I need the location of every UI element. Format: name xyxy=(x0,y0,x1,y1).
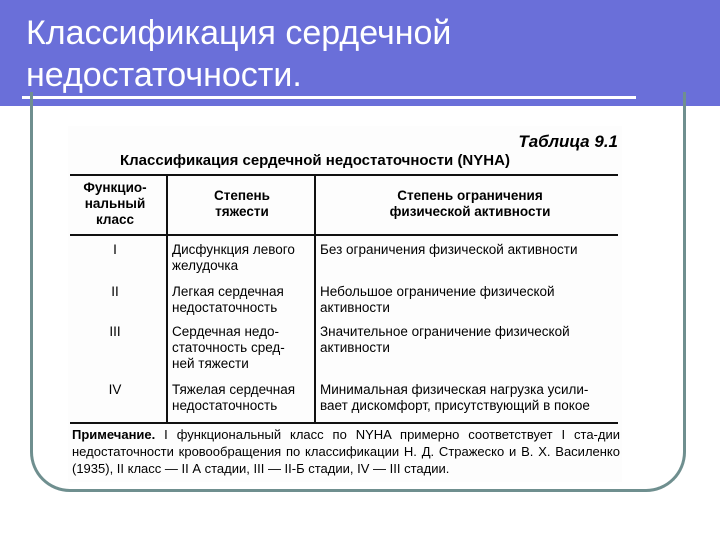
table-rule-top xyxy=(70,174,618,176)
row-1-limitation: Без ограничения физической активности xyxy=(320,242,578,257)
row-3-class: III xyxy=(109,324,121,339)
row-2-limitation: Небольшое ограничение физической активности xyxy=(320,284,555,315)
table-note xyxy=(72,426,620,477)
table-rule-header xyxy=(70,234,618,236)
row-3-limitation: Значительное ограничение физической активности xyxy=(320,324,570,355)
note-label: Примечание. xyxy=(72,427,156,442)
table-image xyxy=(68,126,622,482)
header-severity: Степень тяжести xyxy=(214,188,270,219)
table-rule-bottom xyxy=(70,422,618,424)
header-limitation: Степень ограничения физической активности xyxy=(389,188,551,219)
header-functional-class: Функцио- нальный класс xyxy=(83,180,147,227)
table-number: Таблица 9.1 xyxy=(518,132,618,151)
row-1-severity: Дисфункция левого желудочка xyxy=(172,242,295,273)
note-text: I функциональный класс по NYHA примерно соответствует I ста-дии недостаточности кровообращения по классификации Н. Д. Стражеско и В. Х. Василенко (1935), II класс — II А стадии, III — II-Б стадии, IV — III стадии. xyxy=(72,427,620,476)
row-1-class: I xyxy=(113,242,117,257)
row-4-class: IV xyxy=(108,382,122,397)
row-4-limitation: Минимальная физическая нагрузка усили- вает дискомфорт, присутствующий в покое xyxy=(320,382,590,413)
row-2-severity: Легкая сердечная недостаточность xyxy=(172,284,284,315)
column-divider-2 xyxy=(314,174,316,424)
table-caption: Классификация сердечной недостаточности (NYHA) xyxy=(120,152,510,169)
row-4-severity: Тяжелая сердечная недостаточность xyxy=(172,382,296,413)
column-divider-1 xyxy=(166,174,168,424)
slide-title: Классификация сердечной недостаточности. xyxy=(26,14,452,94)
row-2-class: II xyxy=(111,284,119,299)
row-3-severity: Сердечная недо- статочность сред- ней тяжести xyxy=(172,324,285,371)
